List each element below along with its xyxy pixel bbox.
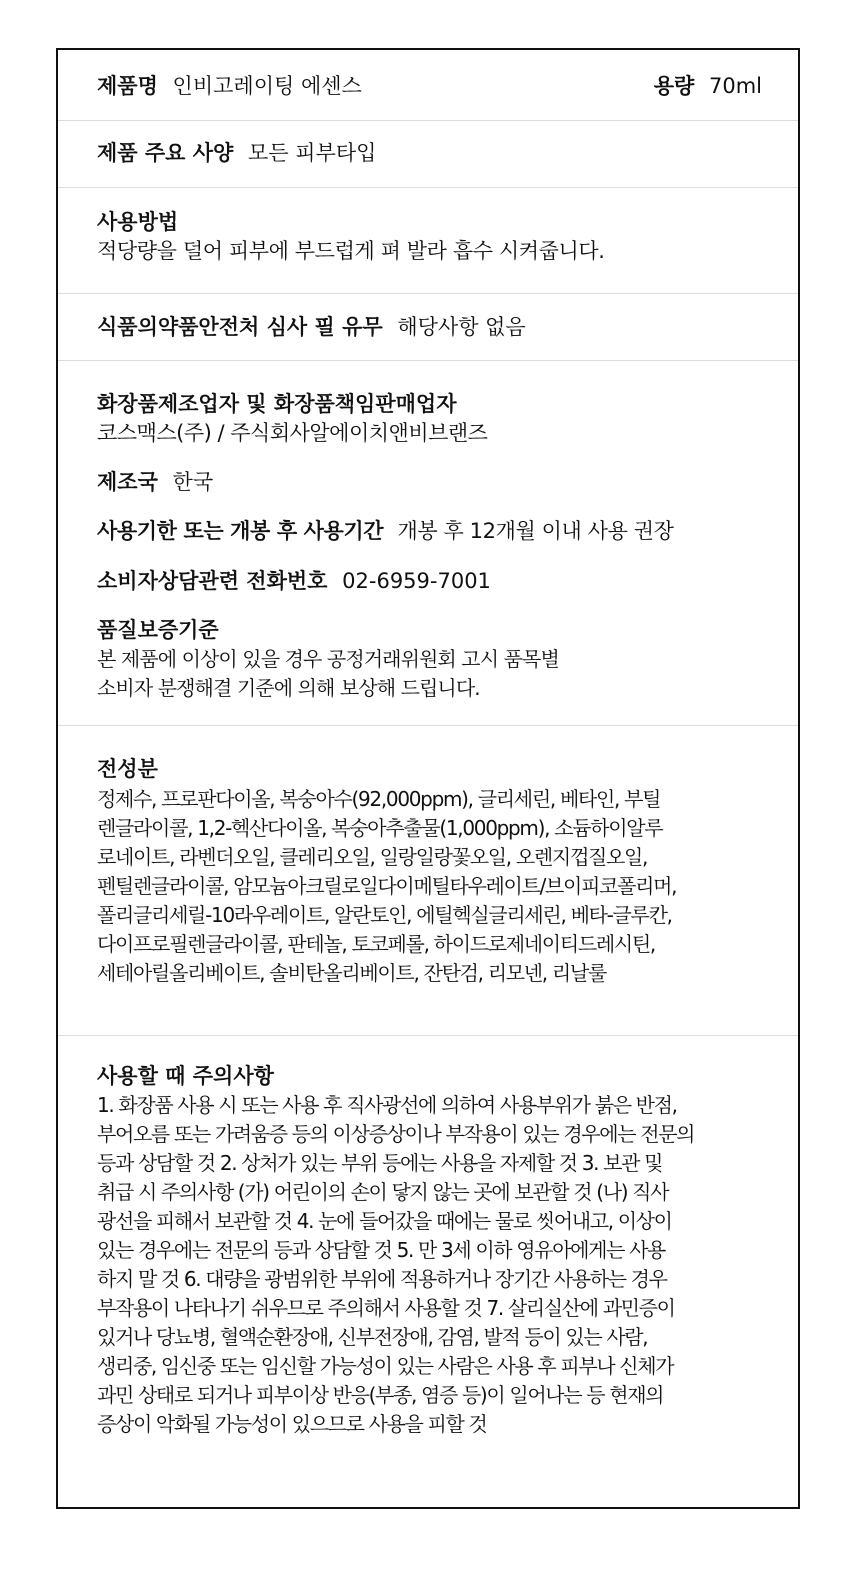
volume-value: 70ml (708, 74, 762, 98)
manufacturer-value: 코스맥스(주) / 주식회사알에이치앤비브랜즈 (97, 421, 488, 445)
expiry-label: 사용기한 또는 개봉 후 사용기간 (97, 519, 384, 543)
caution-line: 과민 상태로 되거나 피부이상 반응(부종, 염증 등)이 일어나는 등 현재의 (97, 1383, 664, 1407)
spec-row (97, 139, 762, 168)
usage-section (58, 187, 798, 294)
caution-line: 있거나 당뇨병, 혈액순환장애, 신부전장애, 감염, 발적 등이 있는 사람, (97, 1325, 648, 1349)
quality-line: 소비자 분쟁해결 기준에 의해 보상해 드립니다. (97, 676, 480, 700)
ingredients-line: 펜틸렌글라이콜, 암모늄아크릴로일다이메틸타우레이트/브이피코폴리머, (97, 874, 677, 898)
phone-value: 02-6959-7001 (342, 569, 491, 593)
product-name-value: 인비고레이팅 에센스 (172, 74, 362, 98)
ingredients-line: 정제수, 프로판다이올, 복숭아수(92,000ppm), 글리세린, 베타인, 부틸 (97, 787, 661, 811)
expiry-value: 개봉 후 12개월 이내 사용 권장 (397, 519, 674, 543)
ingredients-text (97, 785, 762, 988)
quality-text (97, 645, 762, 703)
caution-text (97, 1091, 762, 1439)
kfda-label: 식품의약품안전처 심사 필 유무 (97, 315, 383, 339)
origin-label: 제조국 (97, 470, 158, 494)
usage-text: 적당량을 덜어 피부에 부드럽게 펴 발라 흡수 시켜줍니다. (97, 239, 605, 263)
caution-line: 취급 시 주의사항 (가) 어린이의 손이 닿지 않는 곳에 보관할 것 (나) 직사 (97, 1180, 669, 1204)
quality-line: 본 제품에 이상이 있을 경우 공정거래위원회 고시 품목별 (97, 647, 559, 671)
ingredients-line: 로네이트, 라벤더오일, 클레리오일, 일랑일랑꽃오일, 오렌지껍질오일, (97, 845, 648, 869)
manufacturer-section (58, 360, 798, 726)
caution-line: 증상이 악화될 가능성이 있으므로 사용을 피할 것 (97, 1412, 487, 1436)
caution-section (58, 1035, 798, 1505)
caution-line: 1. 화장품 사용 시 또는 사용 후 직사광선에 의하여 사용부위가 붉은 반점, (97, 1093, 677, 1117)
origin-value: 한국 (172, 470, 214, 494)
expiry-row (97, 517, 762, 546)
ingredients-line: 폴리글리세릴-10라우레이트, 알란토인, 에틸헥실글리세린, 베타-글루칸, (97, 903, 672, 927)
kfda-row (97, 313, 762, 342)
volume-label: 용량 (653, 74, 695, 98)
phone-row (97, 567, 762, 596)
product-name-label: 제품명 (97, 74, 158, 98)
kfda-value: 해당사항 없음 (397, 315, 526, 339)
product-name-section (58, 50, 798, 121)
caution-line: 하지 말 것 6. 대량을 광범위한 부위에 적용하거나 장기간 사용하는 경우 (97, 1267, 667, 1291)
spec-section (58, 120, 798, 188)
ingredients-section (58, 725, 798, 1036)
caution-line: 부어오름 또는 가려움증 등의 이상증상이나 부작용이 있는 경우에는 전문의 (97, 1122, 695, 1146)
ingredients-line: 렌글라이콜, 1,2-헥산다이올, 복숭아추출물(1,000ppm), 소듐하이알루 (97, 816, 663, 840)
manufacturer-label: 화장품제조업자 및 화장품책임판매업자 (97, 392, 457, 416)
ingredients-label: 전성분 (97, 757, 158, 781)
usage-label: 사용방법 (97, 210, 179, 234)
caution-line: 광선을 피해서 보관할 것 4. 눈에 들어갔을 때에는 물로 씻어내고, 이상이 (97, 1209, 672, 1233)
caution-line: 등과 상담할 것 2. 상처가 있는 부위 등에는 사용을 자제할 것 3. 보관 및 (97, 1151, 663, 1175)
caution-line: 생리중, 임신중 또는 임신할 가능성이 있는 사람은 사용 후 피부나 신체가 (97, 1354, 674, 1378)
phone-label: 소비자상담관련 전화번호 (97, 569, 328, 593)
ingredients-line: 세테아릴올리베이트, 솔비탄올리베이트, 잔탄검, 리모넨, 리날룰 (97, 961, 606, 985)
quality-label: 품질보증기준 (97, 618, 219, 642)
spec-label: 제품 주요 사양 (97, 141, 234, 165)
product-info-panel (56, 48, 800, 1509)
spec-value: 모든 피부타입 (248, 141, 377, 165)
volume-row (654, 72, 762, 101)
caution-line: 부작용이 나타나기 쉬우므로 주의해서 사용할 것 7. 살리실산에 과민증이 (97, 1296, 675, 1320)
ingredients-line: 다이프로필렌글라이콜, 판테놀, 토코페롤, 하이드로제네이티드레시틴, (97, 932, 655, 956)
caution-label: 사용할 때 주의사항 (97, 1064, 274, 1088)
caution-line: 있는 경우에는 전문의 등과 상담할 것 5. 만 3세 이하 영유아에게는 사용 (97, 1238, 666, 1262)
kfda-section (58, 293, 798, 361)
origin-row (97, 468, 762, 497)
